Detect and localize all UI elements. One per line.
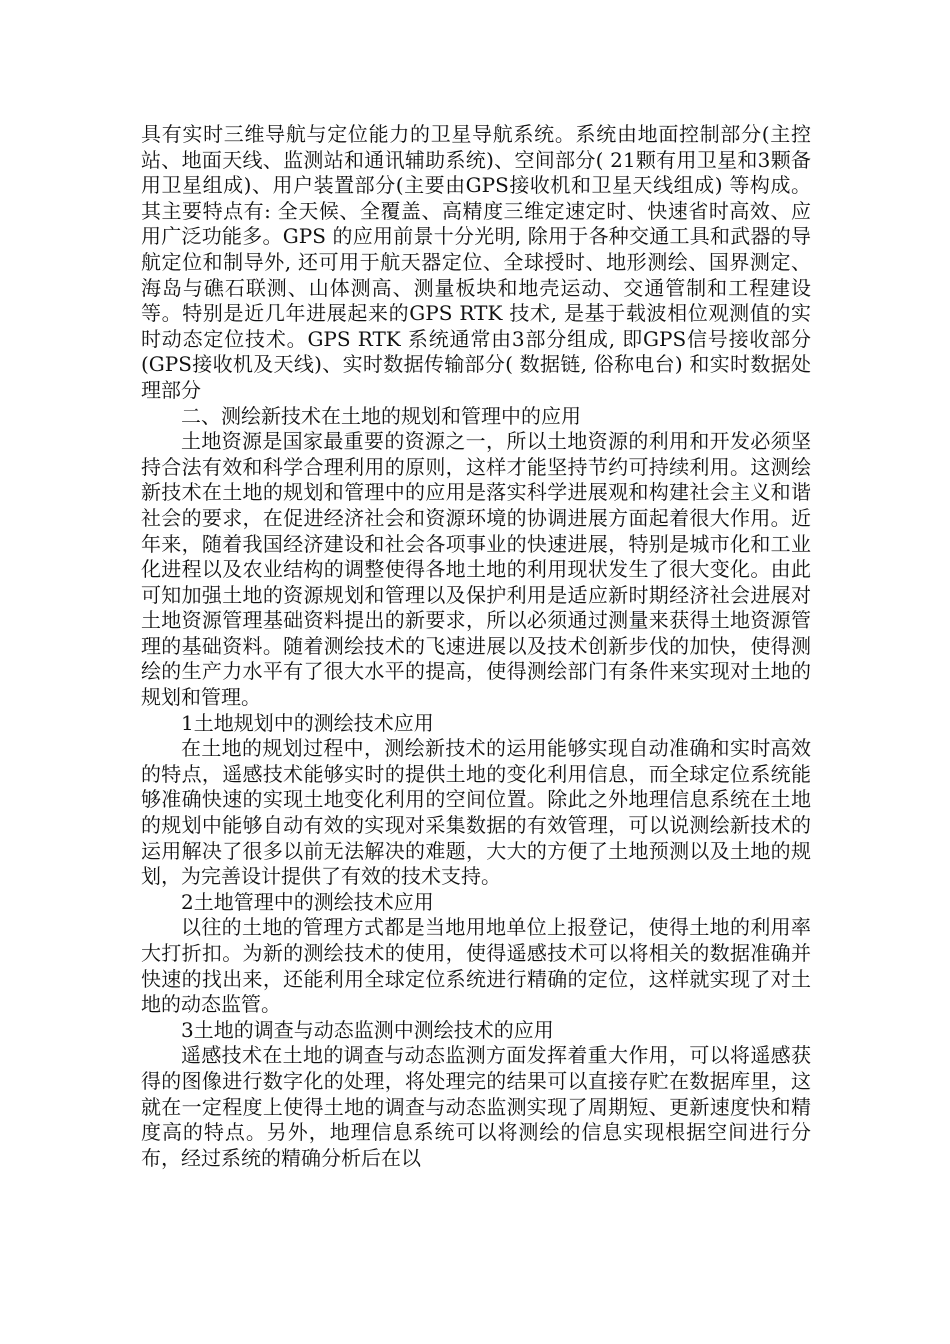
paragraph-gps-system: 具有实时三维导航与定位能力的卫星导航系统。系统由地面控制部分(主控站、地面天线、监测站和通讯辅助系统)、空间部分( 21颗有用卫星和3颗备用卫星组成)、用户装置部分(主要由GPS接收机和卫星天线组成) 等构成。其主要特点有: 全天候、全覆盖、高精度三维定速定时、快速省时高效、应用广泛功能多。GPS 的应用前景十分光明, 除用于各种交通工具和武器的导航定位和制导外, 还可用于航天器定位、全球授时、地形测绘、国界测定、海岛与礁石联测、山体测高、测量板块和地壳运动、交通管制和工程建设等。特别是近几年进展起来的GPS RTK 技术, 是基于载波相位观测值的实时动态定位技术。GPS RTK 系统通常由3部分组成, 即GPS信号接收部分(GPS接收机及天线)、实时数据传输部分( 数据链, 俗称电台) 和实时数据处理部分 — [141, 122, 811, 402]
section-heading-2: 二、测绘新技术在土地的规划和管理中的应用 — [181, 403, 581, 428]
paragraph-land-resources: 土地资源是国家最重要的资源之一，所以土地资源的利用和开发必须坚持合法有效和科学合理利用的原则，这样才能坚持节约可持续利用。这测绘新技术在土地的规划和管理中的应用是落实科学进展观和构建社会主义和谐社会的要求，在促进经济社会和资源环境的协调进展方面起着很大作用。近年来，随着我国经济建设和社会各项事业的快速进展，特别是城市化和工业化进程以及农业结构的调整使得各地土地的利用现状发生了很大变化。由此可知加强土地的资源规划和管理以及保护利用是适应新时期经济社会进展对土地资源管理基础资料提出的新要求，所以必须通过测量来获得土地资源管理的基础资料。随着测绘技术的飞速进展以及技术创新步伐的加快，使得测绘的生产力水平有了很大水平的提高，使得测绘部门有条件来实现对土地的规划和管理。 — [141, 429, 811, 710]
subheading-land-planning: 1土地规划中的测绘技术应用 — [181, 710, 434, 735]
subheading-land-survey-monitoring: 3土地的调查与动态监测中测绘技术的应用 — [181, 1017, 554, 1042]
paragraph-land-planning: 在土地的规划过程中，测绘新技术的运用能够实现自动准确和实时高效的特点，遥感技术能够实时的提供土地的变化利用信息，而全球定位系统能够准确快速的实现土地变化利用的空间位置。除此之外地理信息系统在土地的规划中能够自动有效的实现对采集数据的有效管理，可以说测绘新技术的运用解决了很多以前无法解决的难题，大大的方便了土地预测以及土地的规划，为完善设计提供了有效的技术支持。 — [141, 736, 811, 889]
paragraph-land-survey-monitoring: 遥感技术在土地的调查与动态监测方面发挥着重大作用，可以将遥感获得的图像进行数字化的处理，将处理完的结果可以直接存贮在数据库里，这就在一定程度上使得土地的调查与动态监测实现了周期短、更新速度快和精度高的特点。另外，地理信息系统可以将测绘的信息实现根据空间进行分布，经过系统的精确分析后在以 — [141, 1043, 811, 1170]
subheading-land-management: 2土地管理中的测绘技术应用 — [181, 889, 434, 914]
paragraph-land-management: 以往的土地的管理方式都是当地用地单位上报登记，使得土地的利用率大打折扣。为新的测绘技术的使用，使得遥感技术可以将相关的数据准确并快速的找出来，还能利用全球定位系统进行精确的定位，这样就实现了对土地的动态监管。 — [141, 915, 811, 1017]
document-body — [141, 122, 811, 1171]
